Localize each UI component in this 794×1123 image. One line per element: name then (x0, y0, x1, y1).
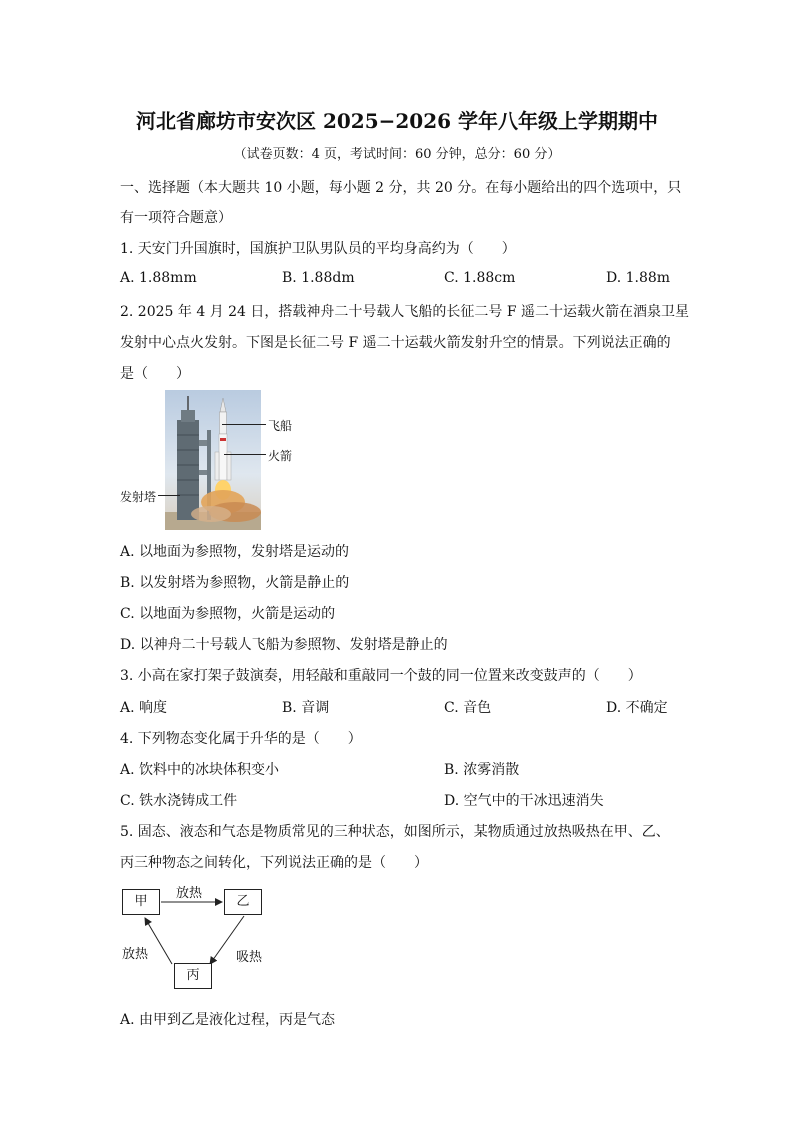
tower-leader-line (158, 495, 180, 496)
q5-stem-line-1: 5. 固态、液态和气态是物质常见的三种状态，如图所示，某物质通过放热吸热在甲、乙、 (120, 824, 670, 840)
q4-option-d: D. 空气中的干冰迅速消失 (444, 793, 604, 809)
exam-info: （试卷页数：4 页，考试时间：60 分钟，总分：60 分） (233, 147, 561, 162)
section-heading-line-2: 有一项符合题意） (120, 210, 232, 226)
q5-stem-line-2: 丙三种物态之间转化，下列说法正确的是（ ） (120, 855, 428, 871)
ship-label: 飞船 (268, 419, 293, 433)
q3-option-b: B. 音调 (282, 700, 330, 716)
rocket-leader-line (224, 454, 266, 455)
state-box-jia: 甲 (122, 889, 160, 915)
rocket-launch-photo (165, 390, 261, 530)
q4-option-b: B. 浓雾消散 (444, 762, 520, 778)
section-heading-line-1: 一、选择题（本大题共 10 小题，每小题 2 分，共 20 分。在每小题给出的四个选项中，只 (120, 180, 682, 196)
q2-stem-line-3: 是（ ） (120, 366, 190, 382)
q2-stem-line-1: 2. 2025 年 4 月 24 日，搭载神舟二十号载人飞船的长征二号 F 遥二十运载火箭在酒泉卫星 (120, 304, 690, 320)
q3-option-c: C. 音色 (444, 700, 492, 716)
q2-option-c: C. 以地面为参照物，火箭是运动的 (120, 606, 336, 622)
q3-option-d: D. 不确定 (606, 700, 668, 716)
arrow-label-top: 放热 (176, 886, 203, 901)
q2-stem-line-2: 发射中心点火发射。下图是长征二号 F 遥二十运载火箭发射升空的情景。下列说法正确的 (120, 335, 671, 351)
rocket-label: 火箭 (268, 449, 293, 463)
q4-stem: 4. 下列物态变化属于升华的是（ ） (120, 731, 362, 747)
rocket-launch-illustration (165, 390, 261, 530)
q2-option-d: D. 以神舟二十号载人飞船为参照物、发射塔是静止的 (120, 637, 448, 653)
q1-option-c: C. 1.88cm (444, 270, 516, 286)
q1-stem: 1. 天安门升国旗时，国旗护卫队男队员的平均身高约为（ ） (120, 241, 516, 257)
state-box-yi: 乙 (224, 889, 262, 915)
q1-option-a: A. 1.88mm (120, 270, 197, 286)
q1-option-b: B. 1.88dm (282, 270, 355, 286)
arrow-label-right: 吸热 (236, 950, 263, 965)
q4-option-c: C. 铁水浇铸成工件 (120, 793, 238, 809)
q1-option-d: D. 1.88m (606, 270, 671, 286)
q5-option-a: A. 由甲到乙是液化过程，丙是气态 (120, 1012, 336, 1028)
tower-label: 发射塔 (120, 490, 157, 504)
q4-option-a: A. 饮料中的冰块体积变小 (120, 762, 280, 778)
ship-leader-line (222, 424, 266, 425)
q2-option-b: B. 以发射塔为参照物，火箭是静止的 (120, 575, 350, 591)
arrow-label-left: 放热 (122, 947, 149, 962)
q2-option-a: A. 以地面为参照物，发射塔是运动的 (120, 544, 350, 560)
page-title: 河北省廊坊市安次区 2025−2026 学年八年级上学期期中 (135, 109, 658, 133)
q3-stem: 3. 小高在家打架子鼓演奏，用轻敲和重敲同一个鼓的同一位置来改变鼓声的（ ） (120, 668, 642, 684)
state-box-bing: 丙 (174, 963, 212, 989)
q3-option-a: A. 响度 (120, 700, 168, 716)
